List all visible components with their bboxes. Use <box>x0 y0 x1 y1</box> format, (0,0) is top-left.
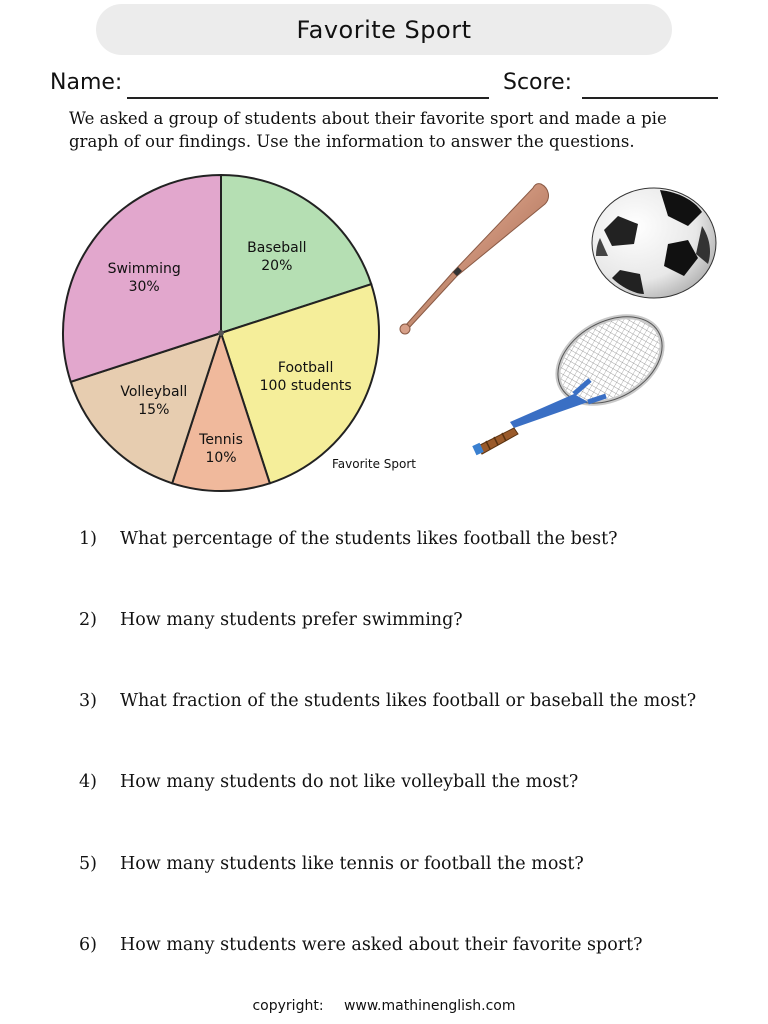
pie-chart <box>50 170 450 490</box>
slice-value-label: 10% <box>205 450 237 466</box>
slice-value-label: 15% <box>138 402 170 419</box>
name-blank[interactable] <box>127 97 489 99</box>
question-item <box>79 935 729 963</box>
question-text: How many students prefer swimming? <box>120 610 463 630</box>
question-number: 4) <box>79 772 97 792</box>
question-number: 1) <box>79 529 97 549</box>
question-item <box>79 691 729 719</box>
slice-name-label: Baseball <box>247 240 307 257</box>
question-text: How many students like tennis or football the most? <box>120 854 584 874</box>
copyright-label: copyright: <box>252 998 324 1014</box>
pie-chart-svg <box>50 170 450 490</box>
slice-value-label: 20% <box>261 258 293 275</box>
name-label: Name: <box>50 70 123 95</box>
slice-name-label: Tennis <box>199 432 243 448</box>
question-number: 6) <box>79 935 97 955</box>
pie-center-dot <box>218 330 224 336</box>
question-number: 3) <box>79 691 97 711</box>
tennis-racket-image <box>470 310 675 458</box>
instructions: We asked a group of students about their favorite sport and made a pie graph of our findings. Use the information to answer the questions. <box>69 109 667 151</box>
question-item <box>79 529 729 557</box>
name-score-row <box>50 68 730 104</box>
question-item <box>79 772 729 800</box>
slice-name-label: Swimming <box>107 261 181 278</box>
footer <box>0 998 768 1014</box>
question-text: What fraction of the students likes football or baseball the most? <box>120 691 697 711</box>
website-link[interactable]: www.mathinenglish.com <box>343 998 516 1014</box>
page-title: Favorite Sport <box>96 4 672 55</box>
question-item <box>79 854 729 882</box>
question-item <box>79 610 729 638</box>
score-label: Score: <box>503 70 573 95</box>
question-text: How many students were asked about their favorite sport? <box>120 935 643 955</box>
question-number: 2) <box>79 610 97 630</box>
slice-name-label: Volleyball <box>120 384 188 401</box>
slice-value-label: 100 students <box>259 378 352 395</box>
chart-title: Favorite Sport <box>332 457 416 471</box>
question-number: 5) <box>79 854 97 874</box>
slice-value-label: 30% <box>128 279 160 296</box>
question-text: How many students do not like volleyball the most? <box>120 772 579 792</box>
score-blank[interactable] <box>582 97 718 99</box>
slice-name-label: Football <box>277 360 334 377</box>
soccer-ball-image <box>590 186 720 302</box>
question-text: What percentage of the students likes football the best? <box>120 529 618 549</box>
